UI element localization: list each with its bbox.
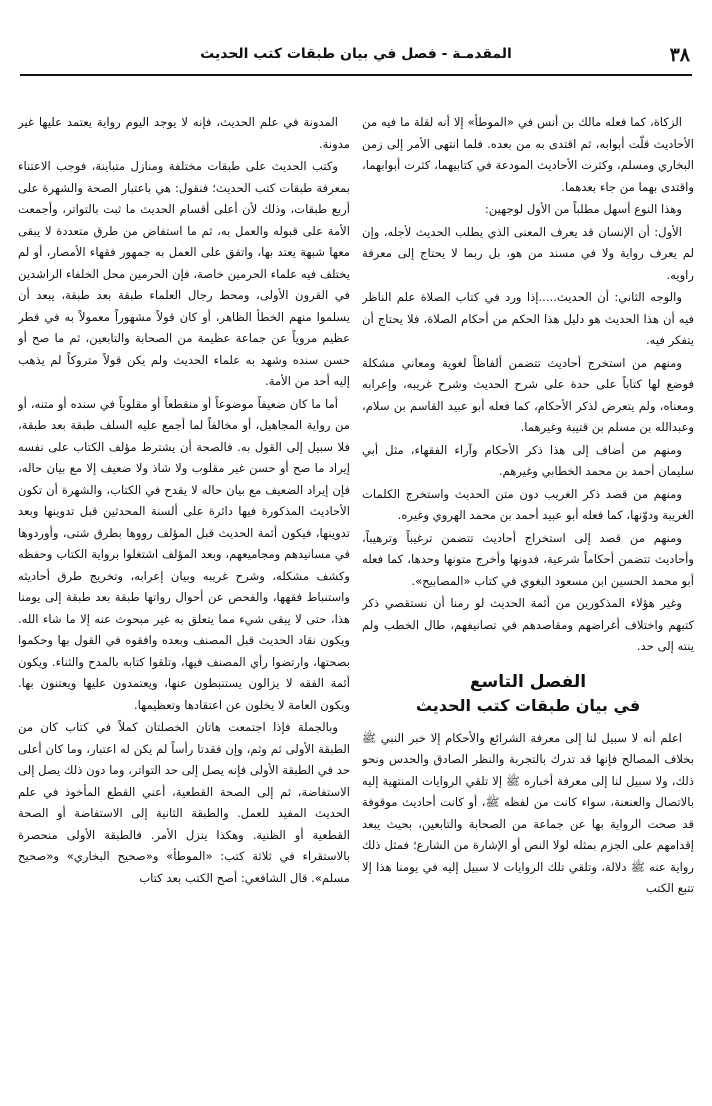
paragraph: والوجه الثاني: أن الحديث.....إذا ورد في كتاب الصلاة علم الناظر فيه أن هذا الحديث هو دليل هذا الحكم من أحكام الصلاة، فلا يحتاج أن يتفكر فيه.: [362, 290, 694, 347]
paragraph: ومنهم من قصد إلى استخراج أحاديث تتضمن ترغيباً وترهيباً، وأحاديث تتضمن أحكاماً شرعية، فدونها وأخرج متونها وحدها، كما فعله أبو محمد الحسين ابن مسعود البغوي في كتاب «المصابيح».: [362, 530, 694, 588]
paragraph: ومنهم من قصد ذكر الغريب دون متن الحديث واستخرج الكلمات الغريبة ودوّنها، كما فعله أبو عبيد أحمد بن محمد الهروي وغيره.: [362, 486, 694, 522]
paragraph: وبالجملة فإذا اجتمعت هاتان الخصلتان كملاً في كتاب كان من الطبقة الأولى ثم وثم، وإن فقدتا رأساً لم يكن له اعتبار، وما كان أعلى حد في الطبقة الأولى فإنه يصل إلى حد التواتر، وما دون ذلك يصل إلى الاستفاضة، ثم إلى الصحة القطعية، أعني القطع المأخوذ في علم الحديث المفيد للعمل. والطبقة الثانية إلى الاستفاضة أو الصحة القطعية أو الظنية. وهكذا ينزل الأمر. فالطبقة الأولى منحصرة بالاستقراء في ثلاثة كتب: «الموطأ» و«صحيح البخاري» و«صحيح مسلم». قال الشافعي: أصح الكتب بعد كتاب: [18, 720, 350, 885]
chapter-title: الفصل التاسع: [469, 671, 587, 692]
chapter-subtitle: في بيان طبقات كتب الحديث: [415, 695, 641, 715]
paragraph: وكتب الحديث على طبقات مختلفة ومنازل متباينة، فوجب الاعتناء بمعرفة طبقات كتب الحديث؛ فنقول: هي باعتبار الصحة والشهرة على أربع طبقات، وذلك لأن أعلى أقسام الحديث ما ثبت بالتواتر، وأجمعت الأمة على قبوله والعمل به، ثم ما استفاض من طرق متعددة لا يبقى معها شبهة يعتد بها، واتفق على العمل به جمهور فقهاء الأمصار، أو لم يختلف فيه علماء الحرمين خاصة، فإن الحرمين محل الخلفاء الراشدين في القرون الأولى، ومحط رجال العلماء طبقة بعد طبقة، يبعد أن يسلموا منهم الخطأ الظاهر، أو كان قولاً مشهوراً معمولاً به في قطر عظيم مروياً عن جماعة عظيمة من الصحابة والتابعين، ثم ما صح أو حسن سنده وشهد به علماء الحديث ولم يكن قولاً متروكاً لم يذهب إليه أحد من الأمة.: [18, 159, 350, 388]
paragraph: أما ما كان ضعيفاً موضوعاً أو منقطعاً أو مقلوباً في سنده أو متنه، أو من رواية المجاهيل، أو مخالفاً لما أجمع عليه السلف طبقة بعد طبقة، فلا سبيل إلى القول به. فالصحة أن يشترط مؤلف الكتاب على نفسه إيراد ما صح أو حسن غير مقلوب ولا شاذ ولا ضعيف إلا مع بيان حاله، فإن إيراد الضعيف مع بيان حاله لا يقدح في الكتاب، والشهرة أن تكون الأحاديث المذكورة فيها دائرة على ألسنة المحدثين قبل تدوينها وبعد تدوينها، فيكون أئمة الحديث قبل المؤلف رووها بطرق شتى، وأوردوها في مسانيدهم ومجاميعهم، وبعد المؤلف اشتغلوا برواية الكتاب وحفظه وكشف مشكله، وشرح غريبه وبيان إعرابه، وتخريج طرق أحاديثه واستنباط فقهها، والفحص عن أحوال رواتها طبقة بعد طبقة إلى يومنا هذا، حتى لا يبقى شيء مما يتعلق به غير مبحوث عنه إلا ما شاء الله. ويكون نقاد الحديث قبل المصنف وبعده وافقوه في القول بها وحكموا بصحتها، وارتضوا رأي المصنف فيها، وتلقوا كتابه بالمدح والثناء. ويكون أئمة الفقه لا يزالون يستنبطون عنها، ويعتمدون عليها ويعتنون بها. ويكون العامة لا يخلون عن اعتقادها وتعظيمها.: [18, 396, 350, 712]
paragraph: المدونة في علم الحديث، فإنه لا يوجد اليوم رواية يعتمد عليها غير مدونة.: [18, 115, 350, 151]
paragraph: ومنهم من استخرج أحاديث تتضمن ألفاظاً لغوية ومعاني مشكلة فوضع لها كتاباً على حدة على شرح الحديث وشرح غريبه، وإعرابه ومعناه، ولم يتعرض لذكر الأحكام، كما فعله أبو عبيد القاسم بن سلام، وعبدالله بن مسلم بن قتيبة وغيرهما.: [362, 355, 694, 434]
paragraph: اعلم أنه لا سبيل لنا إلى معرفة الشرائع والأحكام إلا خبر النبي ﷺ بخلاف المصالح فإنها قد تدرك بالتجربة والنظر الصادق والحدس ونحو ذلك، ولا سبيل لنا إلى معرفة أخباره ﷺ إلا تلقي الروايات المنتهية إليه بالاتصال والعنعنة، سواء كانت من لفظه ﷺ، أو كانت أحاديث موقوفة قد صحت الرواية بها عن جماعة من الصحابة والتابعين، بحيث يبعد إقدامهم على الجزم بمثله لولا النص أو الإشارة من الشارع؛ فمثل ذلك رواية عنه ﷺ دلالة، وتلقي تلك الروايات لا سبيل إليه في يومنا هذا إلا تتبع الكتب: [362, 730, 694, 895]
page-header: [20, 42, 692, 76]
paragraph: الأول: أن الإنسان قد يعرف المعنى الذي يطلب الحديث لأجله، وإن لم يعرف رواية ولا في مسند من هو، بل ربما لا يحتاج إلى معرفة راويه.: [362, 224, 694, 282]
page-number: ٣٨: [669, 44, 690, 66]
paragraph: وهذا النوع أسهل مطلباً من الأول لوجهين:: [484, 202, 682, 216]
paragraph: ومنهم من أضاف إلى هذا ذكر الأحكام وآراء الفقهاء، مثل أبي سليمان أحمد بن محمد الخطابي وغيرهم.: [362, 442, 694, 478]
running-title: المقدمـة - فصل في بيان طبقات كتب الحديث: [200, 46, 512, 62]
right-text-column: [362, 112, 694, 1088]
paragraph: الزكاة، كما فعله مالك بن أنس في «الموطأ» إلا أنه لقلة ما فيه من الأحاديث قلّت أبوابه، ثم اقتدى به من بعده. فلما انتهى الأمر إلى زمن البخاري ومسلم، وكثرت الأحاديث المودعة في كتابيهما، كثرت أبوابهما، واقتدى بهما من جاء بعدهما.: [362, 115, 694, 194]
left-text-column: [18, 112, 350, 1088]
chapter-heading: [362, 670, 694, 718]
paragraph: وغير هؤلاء المذكورين من أئمة الحديث لو رمنا أن نستقصي ذكر كتبهم واختلاف أغراضهم ومقاصدهم في تصانيفهم، طال الخطب ولم ينته إلى حد.: [362, 596, 694, 653]
